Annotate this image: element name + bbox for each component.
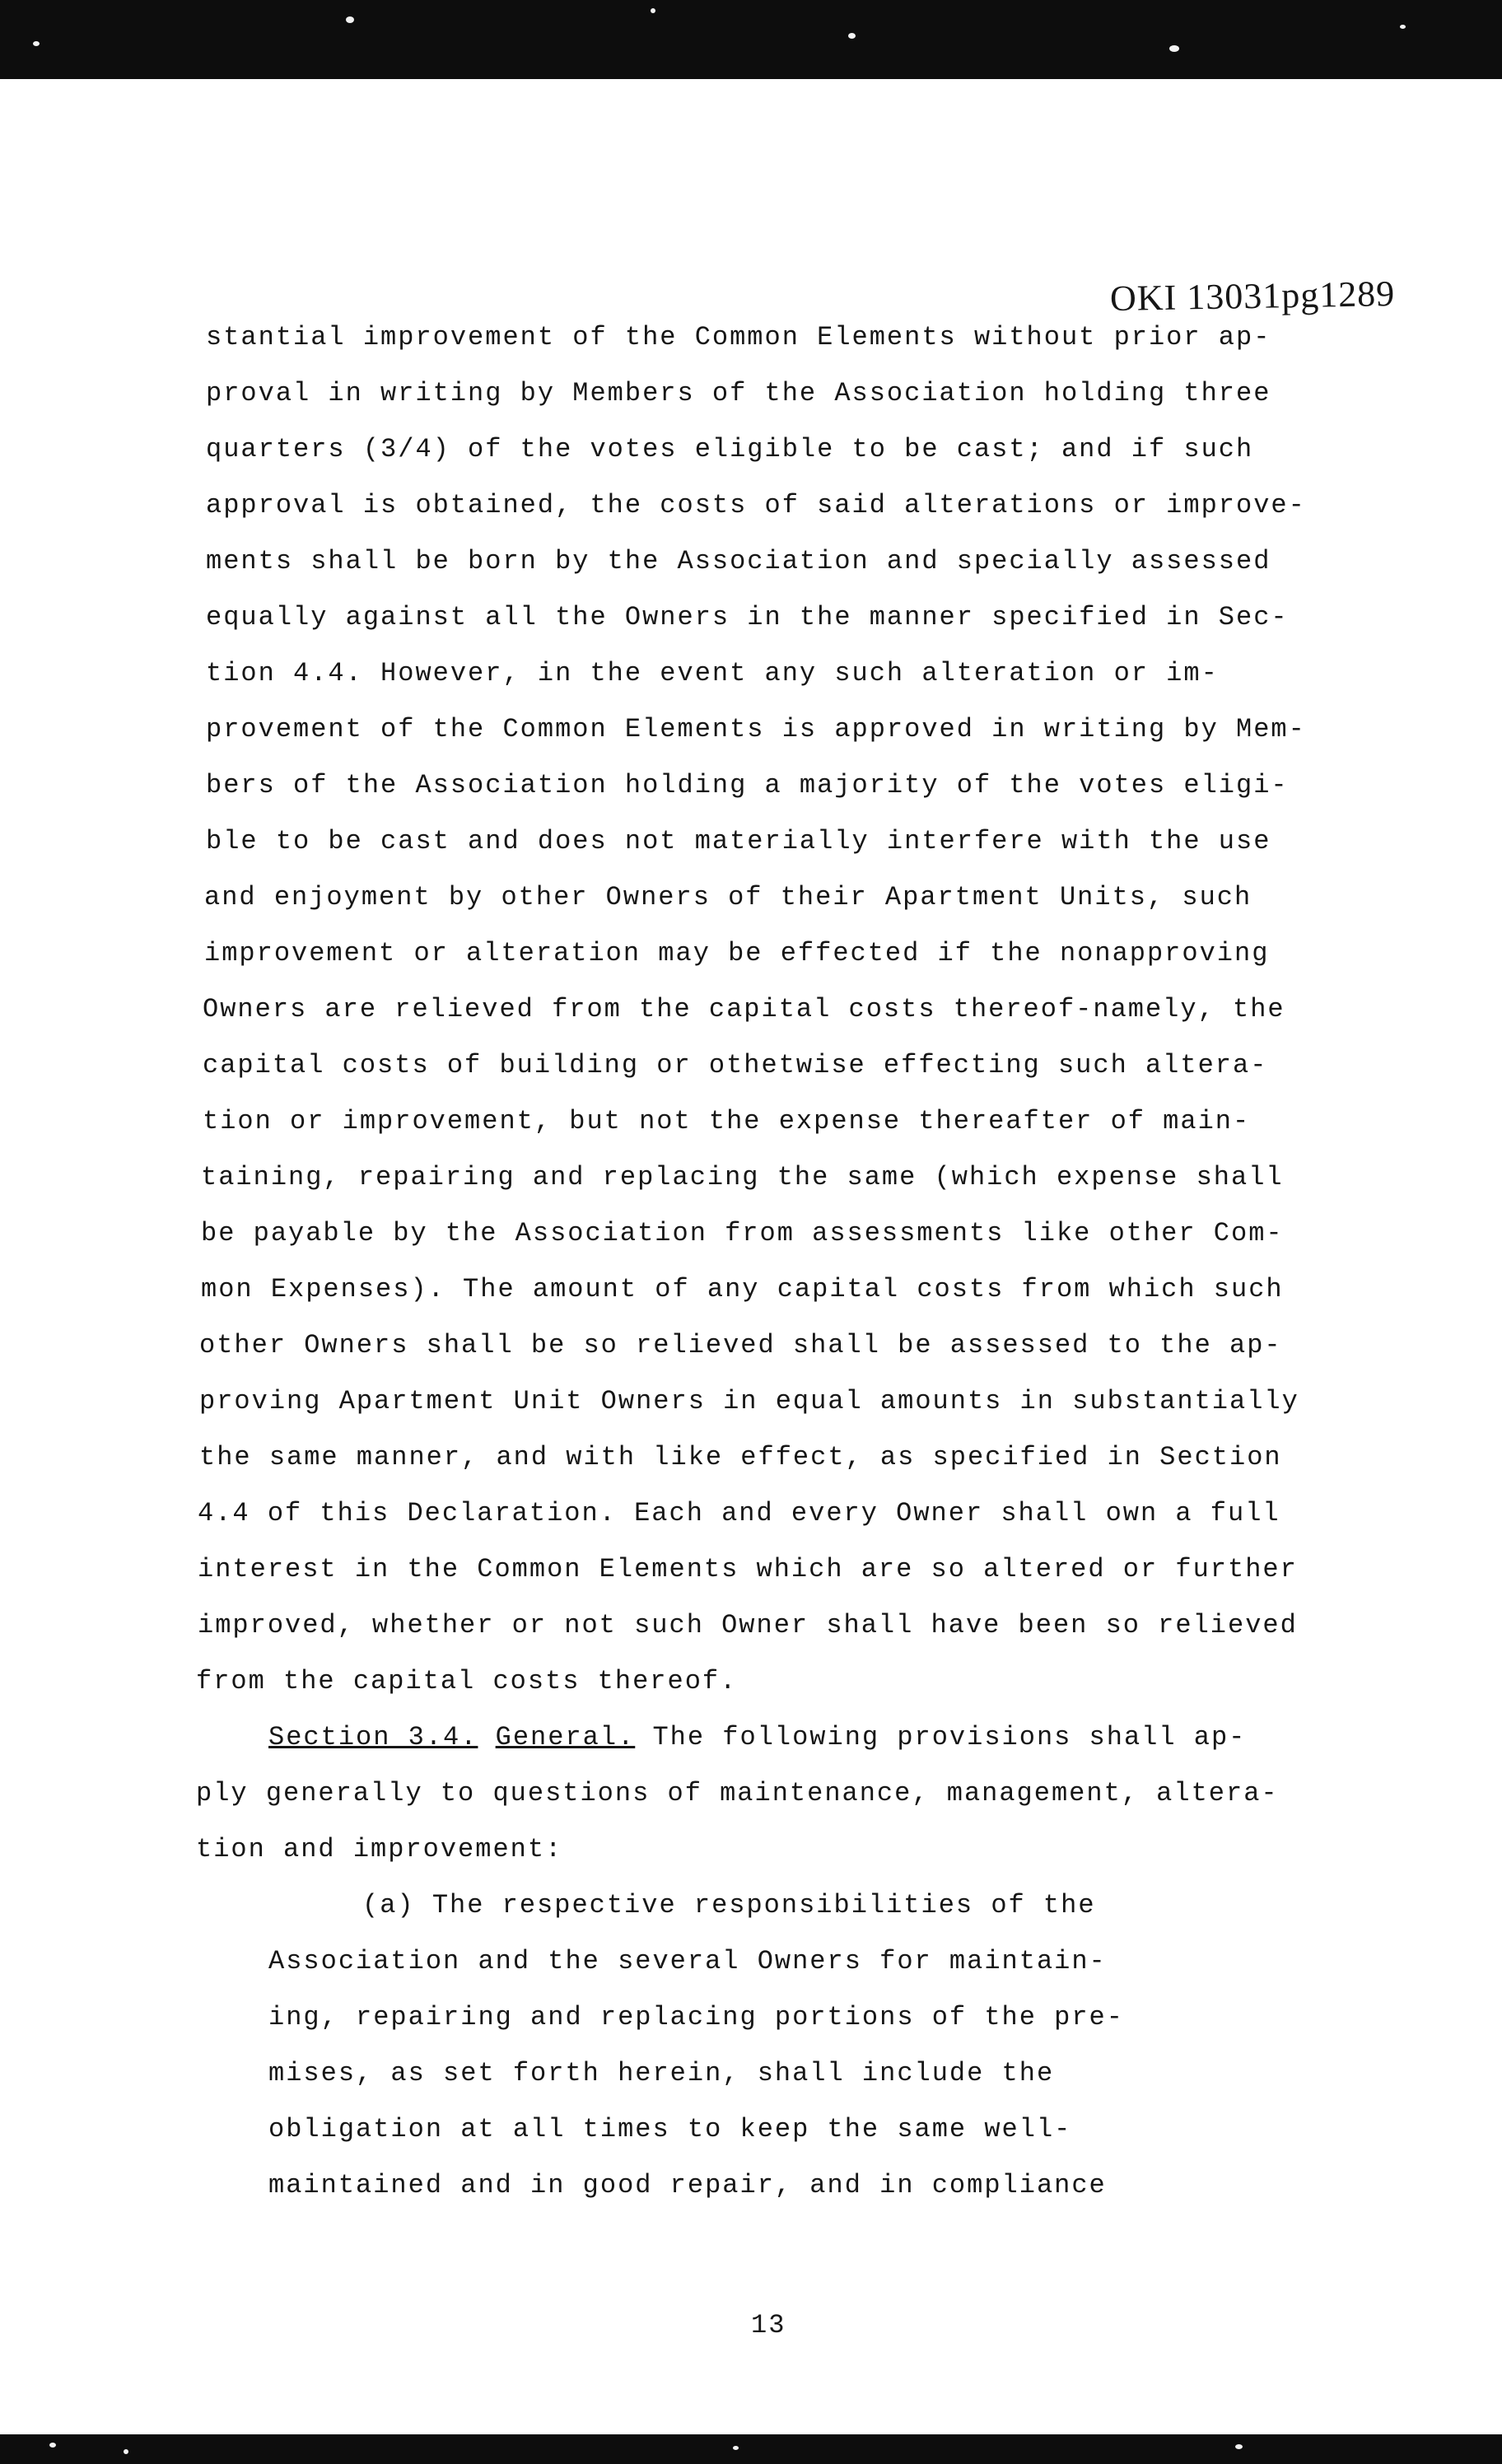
subsection-line: maintained and in good repair, and in compliance [268, 2170, 1107, 2200]
text-line: stantial improvement of the Common Elements without prior ap- [206, 322, 1271, 352]
section-heading-line [268, 1721, 1246, 1754]
scan-speck [346, 16, 354, 23]
text-line: ply generally to questions of maintenance, management, altera- [196, 1778, 1279, 1808]
scan-speck [1169, 45, 1179, 52]
text-line: be payable by the Association from assessments like other Com- [201, 1218, 1284, 1248]
text-line: equally against all the Owners in the manner specified in Sec- [206, 602, 1289, 632]
scan-speck [733, 2446, 739, 2450]
subsection-line: (a) The respective responsibilities of the [362, 1890, 1096, 1920]
text-line: interest in the Common Elements which are so altered or further [198, 1554, 1298, 1584]
text-line: Owners are relieved from the capital costs thereof-namely, the [203, 994, 1285, 1024]
text-line: from the capital costs thereof. [196, 1666, 738, 1696]
scan-speck [33, 41, 40, 46]
text-line: approval is obtained, the costs of said alterations or improve- [206, 490, 1306, 520]
section-intro-text: The following provisions shall ap- [652, 1722, 1247, 1752]
text-line: proving Apartment Unit Owners in equal amounts in substantially [199, 1386, 1299, 1416]
text-line: mon Expenses). The amount of any capital costs from which such [201, 1274, 1284, 1304]
scan-speck [1400, 25, 1406, 29]
text-line: provement of the Common Elements is approved in writing by Mem- [206, 714, 1306, 744]
text-line: 4.4 of this Declaration. Each and every Owner shall own a full [198, 1498, 1280, 1528]
scan-speck [848, 33, 856, 39]
text-line: ments shall be born by the Association and specially assessed [206, 546, 1271, 576]
text-line: and enjoyment by other Owners of their Apartment Units, such [204, 882, 1252, 912]
subsection-line: mises, as set forth herein, shall include the [268, 2058, 1055, 2088]
text-line: tion and improvement: [196, 1834, 563, 1864]
text-line: quarters (3/4) of the votes eligible to be cast; and if such [206, 434, 1254, 464]
text-line: the same manner, and with like effect, as specified in Section [199, 1442, 1282, 1472]
subsection-line: Association and the several Owners for maintain- [268, 1946, 1107, 1976]
subsection-line: obligation at all times to keep the same well- [268, 2114, 1072, 2144]
text-line: improvement or alteration may be effected if the nonapproving [204, 938, 1270, 968]
text-line: improved, whether or not such Owner shall have been so relieved [198, 1610, 1298, 1640]
text-line: ble to be cast and does not materially interfere with the use [206, 826, 1271, 856]
book-page-stamp: OKI 13031pg1289 [1109, 273, 1396, 320]
text-line: bers of the Association holding a majority of the votes eligi- [206, 770, 1289, 800]
scan-speck [651, 8, 655, 13]
text-line: taining, repairing and replacing the same (which expense shall [201, 1162, 1284, 1192]
text-line: other Owners shall be so relieved shall be assessed to the ap- [199, 1330, 1282, 1360]
page-number: 13 [751, 2310, 786, 2340]
scan-border-top [0, 0, 1502, 79]
text-line: proval in writing by Members of the Association holding three [206, 378, 1271, 408]
scan-speck [124, 2449, 128, 2454]
section-number: Section 3.4. [268, 1722, 478, 1752]
text-line: tion or improvement, but not the expense thereafter of main- [203, 1106, 1251, 1136]
scan-speck [49, 2443, 56, 2448]
scan-border-bottom [0, 2434, 1502, 2464]
section-title: General. [495, 1722, 636, 1752]
subsection-line: ing, repairing and replacing portions of the pre- [268, 2002, 1124, 2032]
text-line: capital costs of building or othetwise effecting such altera- [203, 1050, 1268, 1080]
text-line: tion 4.4. However, in the event any such alteration or im- [206, 658, 1219, 688]
scan-speck [1235, 2444, 1243, 2449]
